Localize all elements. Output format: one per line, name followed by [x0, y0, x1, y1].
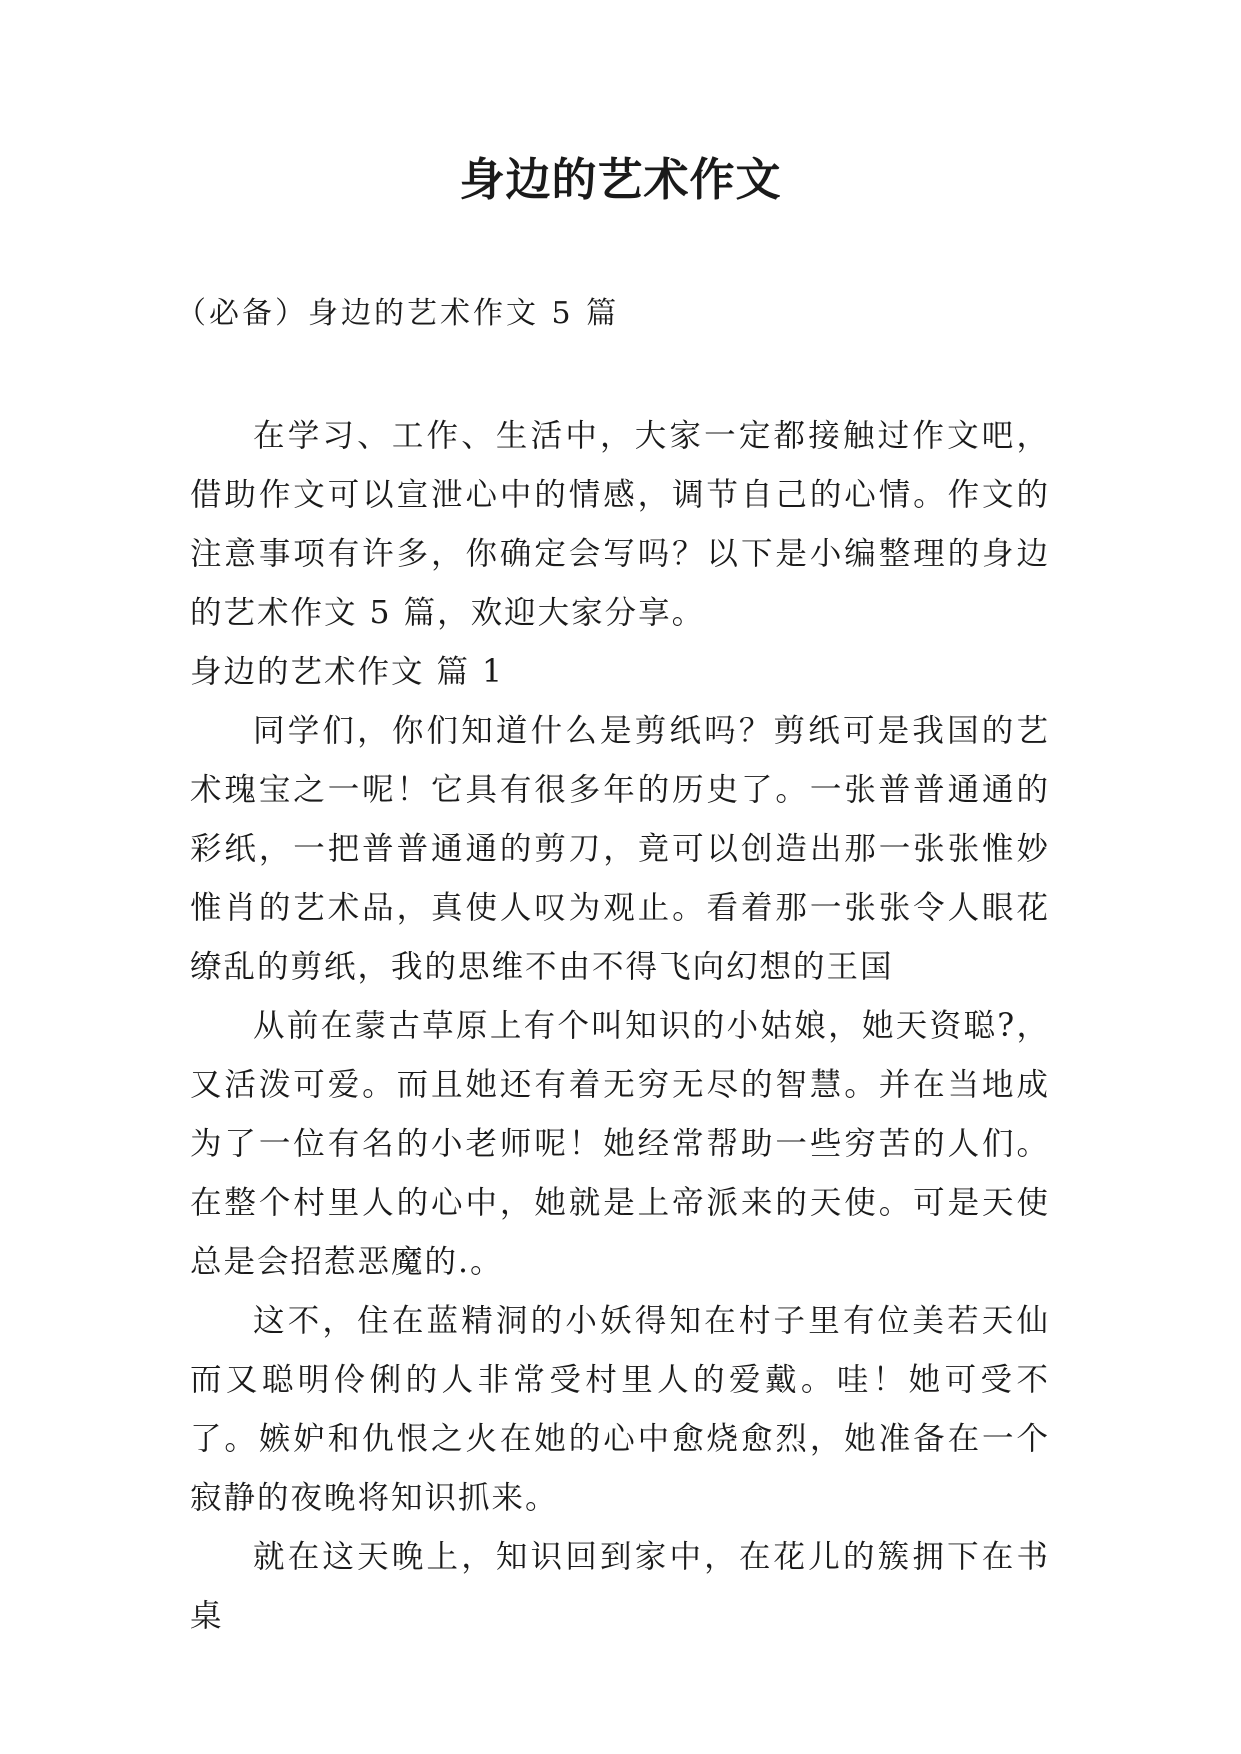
- intro-paragraph: 在学习、工作、生活中，大家一定都接触过作文吧，借助作文可以宣泄心中的情感，调节自己的心情。作文的注意事项有许多，你确定会写吗？以下是小编整理的身边的艺术作文 5 篇，欢迎大家分享。: [190, 418, 1050, 631]
- document-body: [190, 407, 1050, 1646]
- page-title: 身边的艺术作文: [459, 153, 782, 206]
- body-paragraph: 这不，住在蓝精洞的小妖得知在村子里有位美若天仙而又聪明伶俐的人非常受村里人的爱戴。哇！她可受不了。嫉妒和仇恨之火在她的心中愈烧愈烈，她准备在一个寂静的夜晚将知识抓来。: [190, 1303, 1050, 1516]
- body-paragraph: 从前在蒙古草原上有个叫知识的小姑娘，她天资聪?，又活泼可爱。而且她还有着无穷无尽的智慧。并在当地成为了一位有名的小老师呢！她经常帮助一些穷苦的人们。在整个村里人的心中，她就是上帝派来的天使。可是天使总是会招惹恶魔的.。: [190, 1008, 1051, 1280]
- page-subtitle: （必备）身边的艺术作文 5 篇: [176, 296, 620, 331]
- section-heading: 身边的艺术作文 篇 1: [190, 654, 505, 690]
- body-paragraph: 同学们，你们知道什么是剪纸吗？剪纸可是我国的艺术瑰宝之一呢！它具有很多年的历史了。一张普普通通的彩纸，一把普普通通的剪刀，竟可以创造出那一张张惟妙惟肖的艺术品，真使人叹为观止。看着那一张张令人眼花缭乱的剪纸，我的思维不由不得飞向幻想的王国: [190, 713, 1050, 985]
- body-paragraph: 就在这天晚上，知识回到家中，在花儿的簇拥下在书桌: [190, 1539, 1050, 1634]
